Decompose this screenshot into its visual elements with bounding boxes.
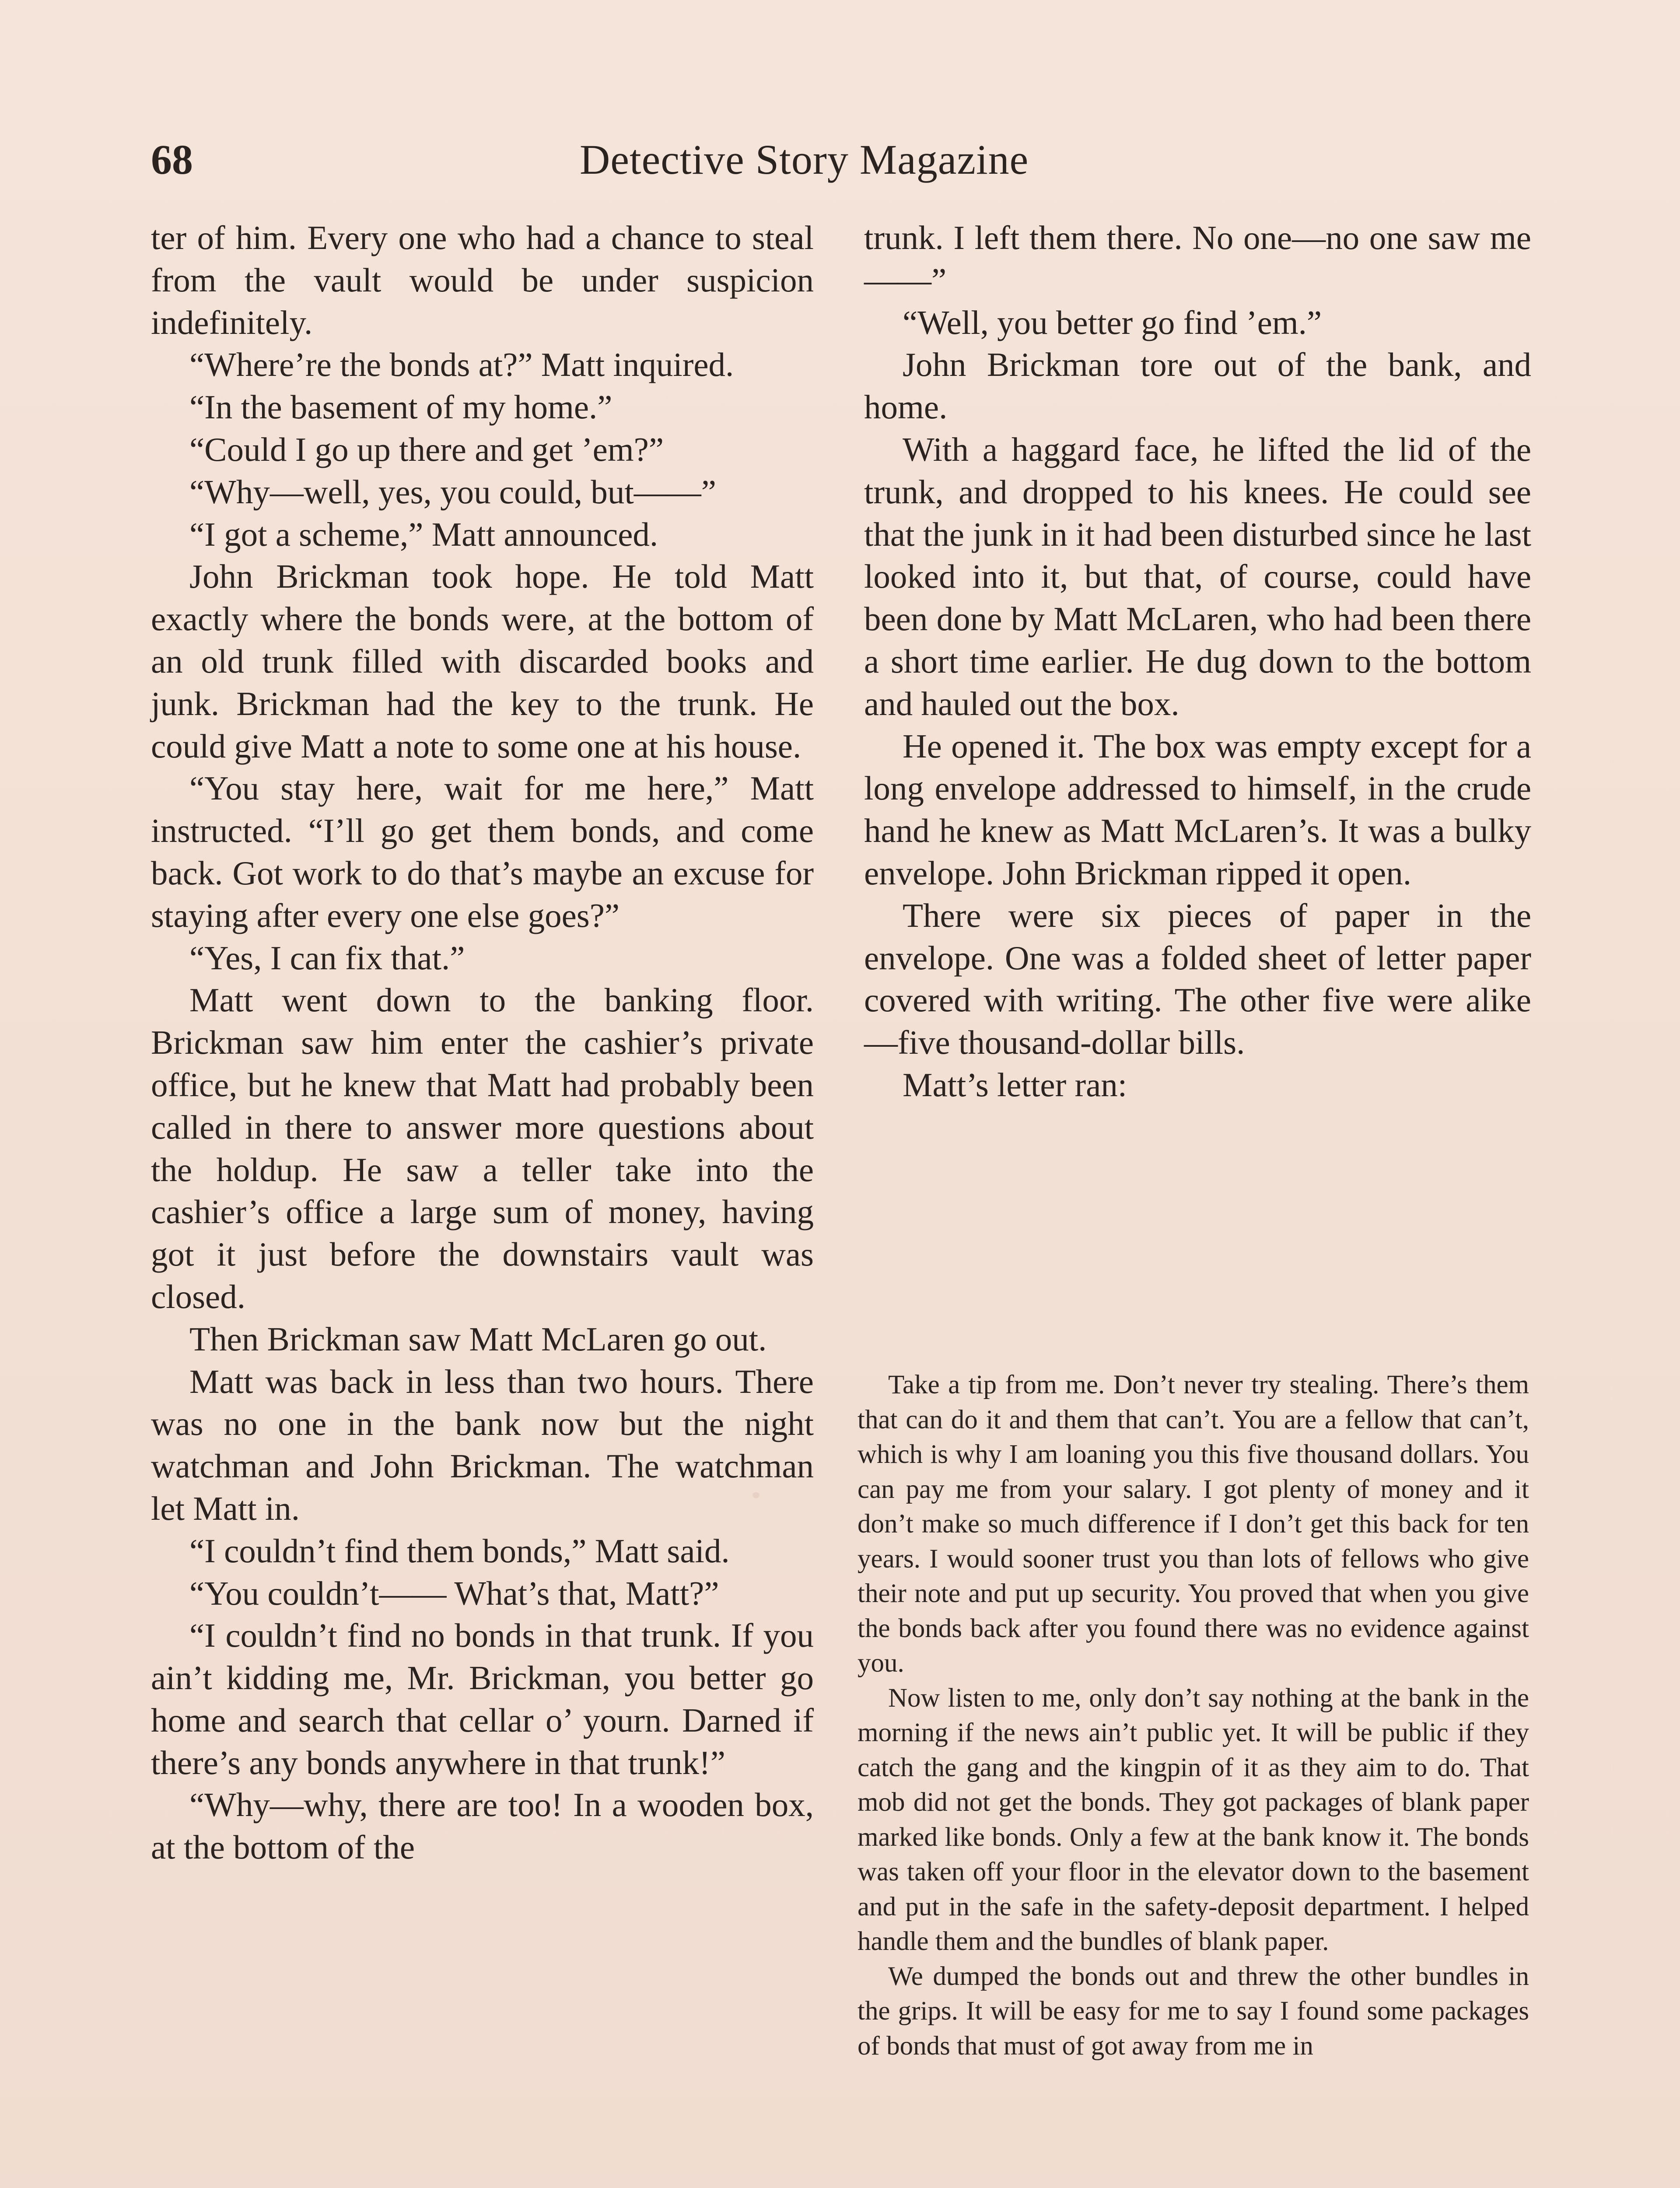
paragraph: “I couldn’t find no bonds in that trunk. If you ain’t kidding me, Mr. Brickman, you better go home and search that cellar o’ yourn. Darned if there’s any bonds anywhere in that trunk!” bbox=[151, 1616, 814, 1781]
paragraph: ter of him. Every one who had a chance to steal from the vault would be under suspicion indefinitely. bbox=[151, 219, 814, 341]
paragraph: With a haggard face, he lifted the lid of the trunk, and dropped to his knees. He could see that the junk in it had been disturbed since he last looked into it, but that, of course, could have been done by Matt McLaren, who had been there a short time earlier. He dug down to the bottom and hauled out the box. bbox=[864, 430, 1531, 722]
paragraph: “Could I go up there and get ’em?” bbox=[189, 430, 664, 468]
left-column bbox=[151, 217, 814, 1869]
right-column bbox=[864, 217, 1531, 1106]
paragraph: “Well, you better go find ’em.” bbox=[903, 303, 1322, 341]
paragraph: John Brickman tore out of the bank, and home. bbox=[864, 346, 1531, 426]
paragraph: Then Brickman saw Matt McLaren go out. bbox=[189, 1320, 767, 1358]
paragraph: “You couldn’t—— What’s that, Matt?” bbox=[189, 1574, 719, 1612]
letter-paragraph: Now listen to me, only don’t say nothing at the bank in the morning if the news ain’t public yet. It will be public if they catch the gang and the kingpin of it as they aim to do. That mob did not get the bonds. They got packages of blank paper marked like bonds. Only a few at the bank know it. The bonds was taken off your floor in the elevator down to the basement and put in the safe in the safety-deposit department. I helped handle them and the bundles of blank paper. bbox=[858, 1683, 1529, 1956]
paragraph: “In the basement of my home.” bbox=[189, 388, 612, 426]
paragraph: Matt went down to the banking floor. Brickman saw him enter the cashier’s private office, but he knew that Matt had probably been called in there to answer more questions about the holdup. He saw a teller take into the cashier’s office a large sum of money, having got it just before the downstairs vault was closed. bbox=[151, 981, 814, 1315]
running-title: Detective Story Magazine bbox=[580, 136, 1029, 183]
paragraph: “You stay here, wait for me here,” Matt instructed. “I’ll go get them bonds, and come back. Got work to do that’s maybe an excuse for staying after every one else goes?” bbox=[151, 769, 814, 934]
letter-block bbox=[858, 1368, 1529, 2063]
paragraph: Matt’s letter ran: bbox=[903, 1066, 1127, 1104]
paragraph: trunk. I left them there. No one—no one saw me——” bbox=[864, 219, 1531, 299]
letter-paragraph: We dumped the bonds out and threw the other bundles in the grips. It will be easy for me to say I found some packages of bonds that must of got away from me in bbox=[858, 1961, 1529, 2061]
paragraph: John Brickman took hope. He told Matt exactly where the bonds were, at the bottom of an old trunk filled with discarded books and junk. Brickman had the key to the trunk. He could give Matt a note to some one at his house. bbox=[151, 558, 814, 765]
paragraph: “Why—why, there are too! In a wooden box, at the bottom of the bbox=[151, 1786, 814, 1866]
paragraph: “Where’re the bonds at?” Matt inquired. bbox=[189, 346, 734, 384]
paragraph: Matt was back in less than two hours. There was no one in the bank now but the night watchman and John Brickman. The watchman let Matt in. bbox=[151, 1362, 814, 1527]
paragraph: “Why—well, yes, you could, but——” bbox=[189, 473, 716, 511]
paragraph: “I got a scheme,” Matt announced. bbox=[189, 515, 658, 553]
paragraph: He opened it. The box was empty except for a long envelope addressed to himself, in the crude hand he knew as Matt McLaren’s. It was a bulky envelope. John Brickman ripped it open. bbox=[864, 727, 1531, 892]
paragraph: “I couldn’t find them bonds,” Matt said. bbox=[189, 1532, 730, 1570]
paragraph: There were six pieces of paper in the envelope. One was a folded sheet of letter paper covered with writing. The other five were alike—five thousand-dollar bills. bbox=[864, 896, 1531, 1062]
page-number: 68 bbox=[151, 136, 193, 183]
letter-paragraph: Take a tip from me. Don’t never try stealing. There’s them that can do it and them that can’t. You are a fellow that can’t, which is why I am loaning you this five thousand dollars. You can pay me from your salary. I got plenty of money and it don’t make so much difference if I don’t get this back for ten years. I would sooner trust you than lots of fellows who give their note and put up security. You proved that when you give the bonds back after you found there was no evidence against you. bbox=[858, 1370, 1529, 1678]
page-header bbox=[151, 131, 1547, 188]
paragraph: “Yes, I can fix that.” bbox=[189, 939, 465, 977]
